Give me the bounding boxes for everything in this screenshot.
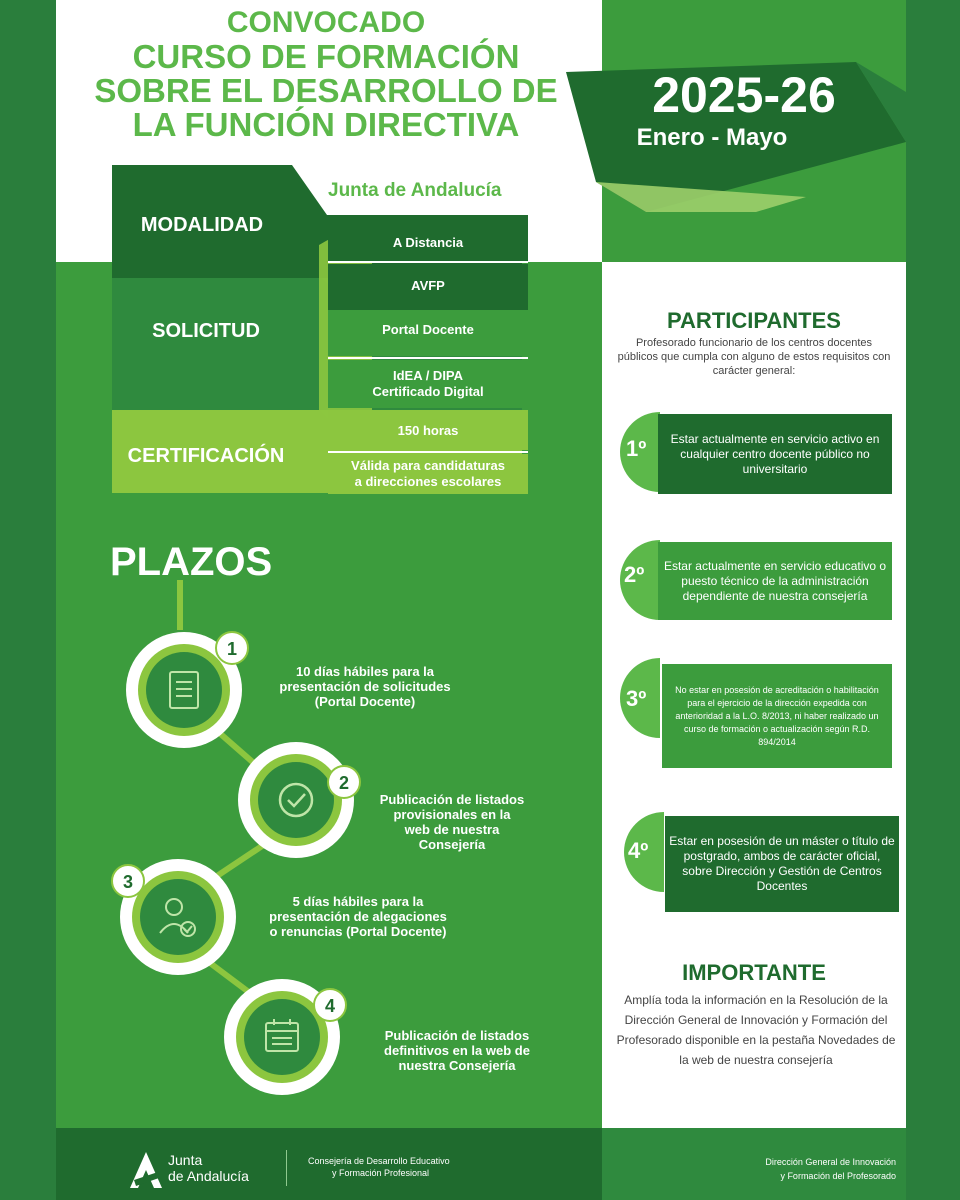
title-line: LA FUNCIÓN DIRECTIVA xyxy=(132,106,520,143)
importante-text: Amplía toda la información en la Resolución de la Dirección General de Innovación y Formación del Profesorado disponible en la pestaña Novedades de la web de nuestra consejería xyxy=(616,993,896,1067)
footer-separator xyxy=(286,1150,287,1186)
step-4-text: Publicación de listados definitivos en la web de nuestra Consejería xyxy=(384,1028,530,1073)
right-side-band xyxy=(906,0,960,1200)
step-3-circle xyxy=(106,855,246,985)
step-1-circle xyxy=(122,628,252,758)
step-number: 3 xyxy=(122,872,134,892)
step-number: 1 xyxy=(226,639,238,659)
requirement-4: Estar en posesión de un máster o título de postgrado, ambos de carácter oficial, sobre Dirección y Gestión de Centros Docentes xyxy=(665,816,899,912)
step-number: 4 xyxy=(324,996,336,1016)
requirement-3: No estar en posesión de acreditación o habilitación para el ejercicio de la dirección expedida con anterioridad a la L.O. 8/2013, ni haber realizado un curso de formación o actualización según R.D. 894/2014 xyxy=(662,664,892,768)
cell-modalidad-2: AVFP xyxy=(411,278,445,293)
ordinal-2: 2º xyxy=(624,562,645,587)
junta-logo-icon xyxy=(128,1150,164,1190)
row-label-solicitud: SOLICITUD xyxy=(152,320,260,342)
importante-title: IMPORTANTE xyxy=(682,960,826,985)
title-line: CONVOCADO xyxy=(226,6,426,39)
cell-certificacion-2: Válida para candidaturas a direcciones escolares xyxy=(351,458,505,489)
step-4-circle xyxy=(220,975,350,1105)
footer-direction: Dirección General de Innovación y Formación del Profesorado xyxy=(765,1157,896,1181)
table-brand: Junta de Andalucía xyxy=(328,180,502,201)
ordinal-3: 3º xyxy=(626,686,647,711)
ordinal-1: 1º xyxy=(626,436,647,461)
footer-brand: Junta de Andalucía xyxy=(168,1152,249,1184)
requirement-2: Estar actualmente en servicio educativo o puesto técnico de la administración dependiente de nuestra consejería xyxy=(658,542,892,620)
title-line: CURSO DE FORMACIÓN xyxy=(132,38,520,75)
ordinal-4: 4º xyxy=(628,838,649,863)
step-2-text: Publicación de listados provisionales en la web de nuestra Consejería xyxy=(379,792,525,852)
cell-solicitud-2: IdEA / DIPA Certificado Digital xyxy=(372,368,484,399)
months-label: Enero - Mayo xyxy=(636,124,788,151)
requirement-1: Estar actualmente en servicio activo en cualquier centro docente público no universitario xyxy=(658,414,892,494)
participantes-title: PARTICIPANTES xyxy=(667,308,841,333)
footer-ministry: Consejería de Desarrollo Educativo y Formación Profesional xyxy=(308,1156,450,1178)
step-number: 2 xyxy=(338,773,350,793)
row-label-modalidad: MODALIDAD xyxy=(140,214,264,236)
left-side-band xyxy=(0,0,56,1200)
row-label-certificacion: CERTIFICACIÓN xyxy=(127,445,285,467)
cell-solicitud-1: Portal Docente xyxy=(382,322,474,337)
plazos-title: PLAZOS xyxy=(110,540,273,584)
participantes-intro: Profesorado funcionario de los centros docentes públicos que cumpla con alguno de estos requisitos con carácter general: xyxy=(617,337,891,377)
step-1-text: 10 días hábiles para la presentación de solicitudes (Portal Docente) xyxy=(279,664,451,709)
cell-certificacion-1: 150 horas xyxy=(397,423,459,438)
title-line: SOBRE EL DESARROLLO DE xyxy=(94,72,558,109)
year-label: 2025-26 xyxy=(652,67,836,123)
step-2-circle xyxy=(234,738,364,868)
poster-title xyxy=(76,6,576,142)
step-3-text: 5 días hábiles para la presentación de alegaciones o renuncias (Portal Docente) xyxy=(269,894,447,939)
poster xyxy=(56,0,906,1200)
cell-modalidad-1: A Distancia xyxy=(392,235,464,250)
